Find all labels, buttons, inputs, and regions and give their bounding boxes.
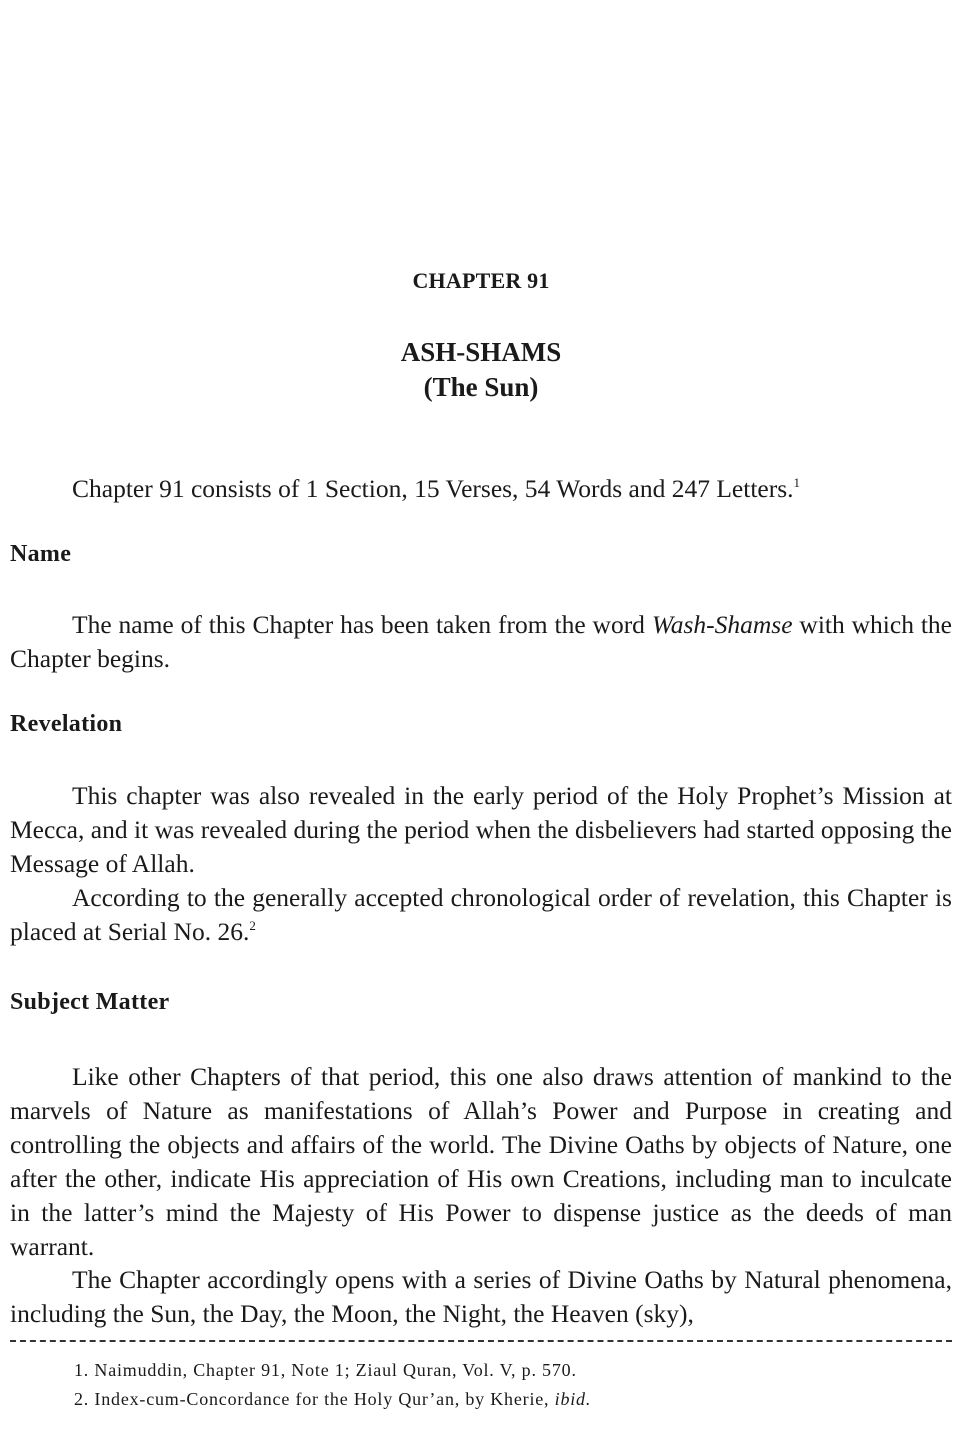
subject-text-2: The Chapter accordingly opens with a series of Divine Oaths by Natural phenomena, including the Sun, the Day, the Moon, the Night, the Heaven (sky), bbox=[10, 1265, 952, 1328]
chapter-title bbox=[10, 335, 952, 405]
footnote-item bbox=[74, 1356, 944, 1385]
revelation-paragraph-1 bbox=[10, 779, 952, 881]
intro-text: Chapter 91 consists of 1 Section, 15 Verses, 54 Words and 247 Letters. bbox=[72, 474, 794, 503]
footnotes bbox=[74, 1356, 944, 1414]
footnote-text: Index-cum-Concordance for the Holy Qur’an, by Kherie, bbox=[94, 1389, 555, 1409]
footnote-divider bbox=[10, 1340, 952, 1342]
revelation-paragraph-2 bbox=[10, 881, 952, 949]
name-text-after: with which the Chapter begins. bbox=[10, 610, 952, 673]
footnote-item bbox=[74, 1385, 944, 1414]
section-heading-subject-matter: Subject Matter bbox=[10, 989, 170, 1015]
footnote-italic: ibid. bbox=[554, 1389, 592, 1409]
chapter-title-main: ASH-SHAMS bbox=[400, 337, 562, 367]
subject-paragraph-2 bbox=[10, 1263, 952, 1331]
revelation-text-1: This chapter was also revealed in the early period of the Holy Prophet’s Mission at Mecca, and it was revealed during the period when the disbelievers had started opposing the Message of Allah. bbox=[10, 781, 952, 878]
subject-paragraph-1 bbox=[10, 1060, 952, 1264]
name-text-before: The name of this Chapter has been taken from the word bbox=[72, 610, 652, 639]
name-italic-word: Wash-Shamse bbox=[651, 610, 793, 639]
chapter-title-sub: (The Sun) bbox=[423, 372, 539, 402]
section-heading-name: Name bbox=[10, 541, 72, 567]
footnote-text: Naimuddin, Chapter 91, Note 1; Ziaul Quran, Vol. V, p. 570. bbox=[94, 1360, 577, 1380]
subject-text-1: Like other Chapters of that period, this one also draws attention of mankind to the marvels of Nature as manifestations of Allah’s Power and Purpose in creating and controlling the objects and affairs of the world. The Divine Oaths by objects of Nature, one after the other, indicate His appreciation of His own Creations, including man to inculcate in the latter’s mind the Majesty of His Power to dispense justice as the deeds of man warrant. bbox=[10, 1062, 952, 1261]
revelation-text-2: According to the generally accepted chronological order of revelation, this Chapter is placed at Serial No. 26. bbox=[10, 883, 952, 946]
section-heading-revelation: Revelation bbox=[10, 711, 123, 737]
footnote-number: 2. bbox=[74, 1389, 90, 1409]
intro-paragraph bbox=[10, 472, 952, 506]
footnote-number: 1. bbox=[74, 1360, 90, 1380]
footnote-ref: 1 bbox=[793, 475, 801, 490]
footnote-ref: 2 bbox=[249, 918, 256, 933]
chapter-label: CHAPTER 91 bbox=[412, 268, 550, 293]
name-paragraph bbox=[10, 608, 952, 676]
